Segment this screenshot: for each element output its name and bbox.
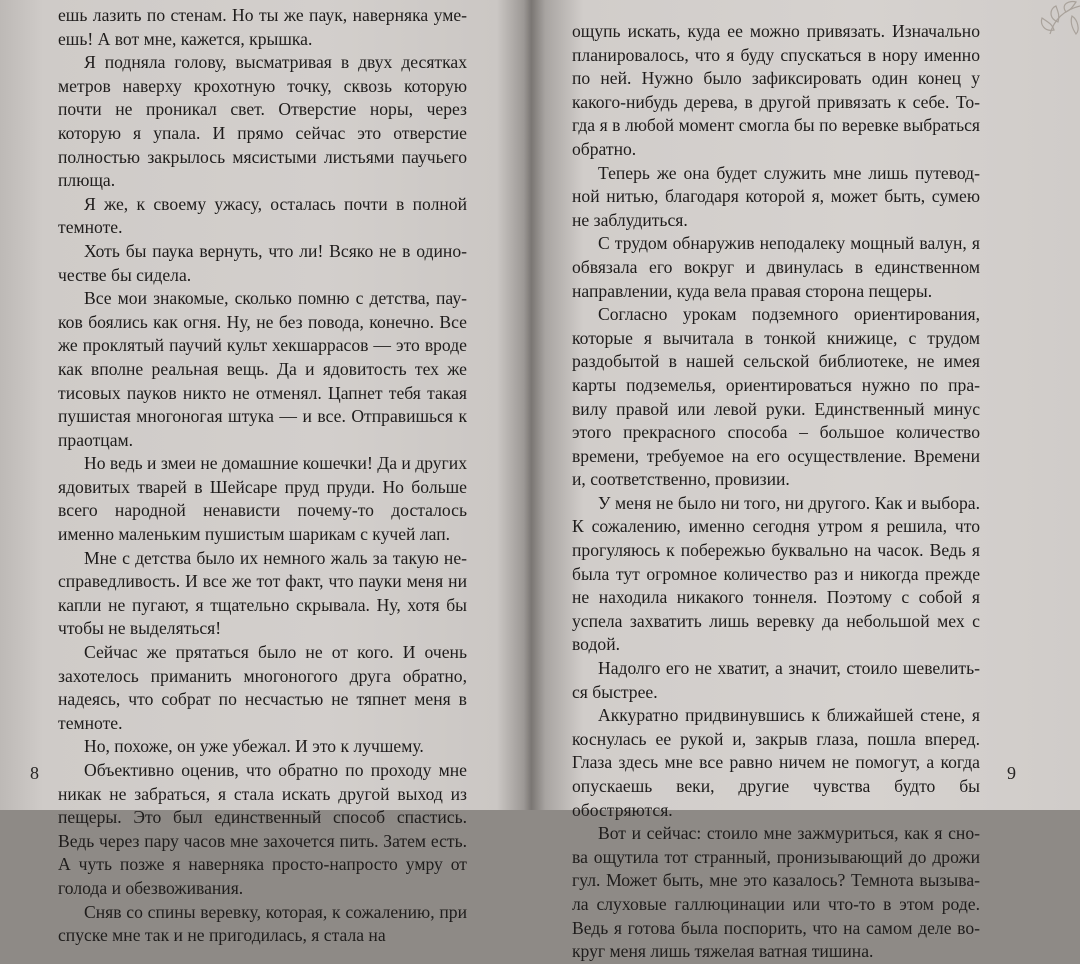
paragraph: У меня не было ни того, ни другого. Как и выбора. К сожалению, именно сегодня утром я решила, что прогуляюсь к побережью буквально на часок. Ведь я была тут огромное количество раз и никогда прежде не находила никакого тоннеля. Поэтому с собой я успела захватить лишь веревку да небольшой мех с водой. (572, 492, 980, 655)
paragraph: Надолго его не хватит, а значит, стоило шевелиться быстрее. (572, 658, 980, 702)
paragraph: Согласно урокам подземного ориентирования, которые я вычитала в тонкой книжице, с трудом раздобытой в нашей сельской библиотеке, не имея карты подземелья, ориентироваться нужно по правилу правой или левой руки. Единственный минус этого прекрасного способа – большое количество времени, требуемое на его осуществление. Времени и, соответственно, провизии. (572, 304, 980, 490)
paragraph: Аккуратно придвинувшись к ближайшей стене, я коснулась ее рукой и, закрыв глаза, пошла вперед. Глаза здесь мне все равно ничем не помогут, а когда опускаешь веки, другие чувства будто бы обостряются. (572, 705, 980, 820)
paragraph: Я же, к своему ужасу, осталась почти в полной темноте. (58, 193, 467, 238)
paragraph: ешь лазить по стенам. Но ты же паук, наверняка умеешь! А вот мне, кажется, крышка. (58, 5, 467, 49)
paragraph: Теперь же она будет служить мне лишь путеводной нитью, благодаря которой я, может быть, сумею не заблудиться. (572, 162, 980, 230)
paragraph: Но, похоже, он уже убежал. И это к лучшему. (84, 736, 424, 757)
paragraph: Хоть бы паука вернуть, что ли! Всяко не в одиночестве бы сидела. (58, 240, 467, 285)
paragraph: Я подняла голову, высматривая в двух десятках метров наверху крохотную точку, сквозь которую почти не проникал свет. Отверстие норы, через которую я упала. И прямо сейчас это отверстие полностью закрылось мясистыми листьями паучьего плюща. (58, 52, 467, 191)
left-page (0, 0, 525, 946)
paragraph: Мне с детства было их немного жаль за такую несправедливость. И все же тот факт, что пауки меня ни капли не пугают, я тщательно скрывала. Ну, хотя бы чтобы не выделяться! (58, 547, 467, 639)
paragraph: Сняв со спины веревку, которая, к сожалению, при спуске мне так и не пригодилась, я стала на (58, 901, 467, 946)
paragraph: Объективно оценив, что обратно по проходу мне никак не забраться, я стала искать другой выход из пещеры. Это был единственный способ спастись. Ведь через пару часов мне захочется пить. Затем есть. А чуть позже я наверняка просто-напросто умру от голода и обезвоживания. (58, 760, 467, 898)
paragraph: Вот и сейчас: стоило мне зажмуриться, как я снова ощутила тот странный, пронизывающий до дрожи гул. Может быть, мне это казалось? Темнота вызывала слуховые галлюцинации или что-то в этом роде. Ведь я готова была поспорить, что на самом деле вокруг меня лишь тяжелая ватная тишина. (572, 823, 980, 962)
paragraph: Все мои знакомые, сколько помню с детства, пауков боялись как огня. Ну, не без повода, конечно. Все же проклятый паучий культ хекшаррасов — это вроде как вполне реальная вещь. Да и ядовитость тех же тисовых пауков никто не отменял. Цапнет тебя такая пушистая многоногая штука — и все. Отправишься к праотцам. (58, 288, 467, 450)
floral-corner-ornament (1020, 0, 1080, 70)
paragraph: Но ведь и змеи не домашние кошечки! Да и других ядовитых тварей в Шейсаре пруд пруди. Но больше всего народной ненависти почему-то досталось именно маленьким пушистым шарикам с кучей лап. (58, 453, 467, 545)
page-number-right: 9 (1007, 763, 1016, 783)
right-page (540, 0, 1080, 962)
page-number-left: 8 (30, 763, 39, 783)
paragraph: С трудом обнаружив неподалеку мощный валун, я обвязала его вокруг и двинулась в единственном направлении, куда вела правая сторона пещеры. (572, 233, 980, 301)
paragraph: ощупь искать, куда ее можно привязать. Изначально планировалось, что я буду спускаться в нору именно по ней. Нужно было зафиксировать один конец у какого-нибудь дерева, в другой привязать к себе. Тогда я в любой момент смогла бы по веревке выбраться обратно. (572, 21, 980, 159)
paragraph: Сейчас же прятаться было не от кого. И очень захотелось приманить многоногого друга обратно, надеясь, что собрат по несчастью не тяпнет меня в темноте. (58, 642, 467, 733)
